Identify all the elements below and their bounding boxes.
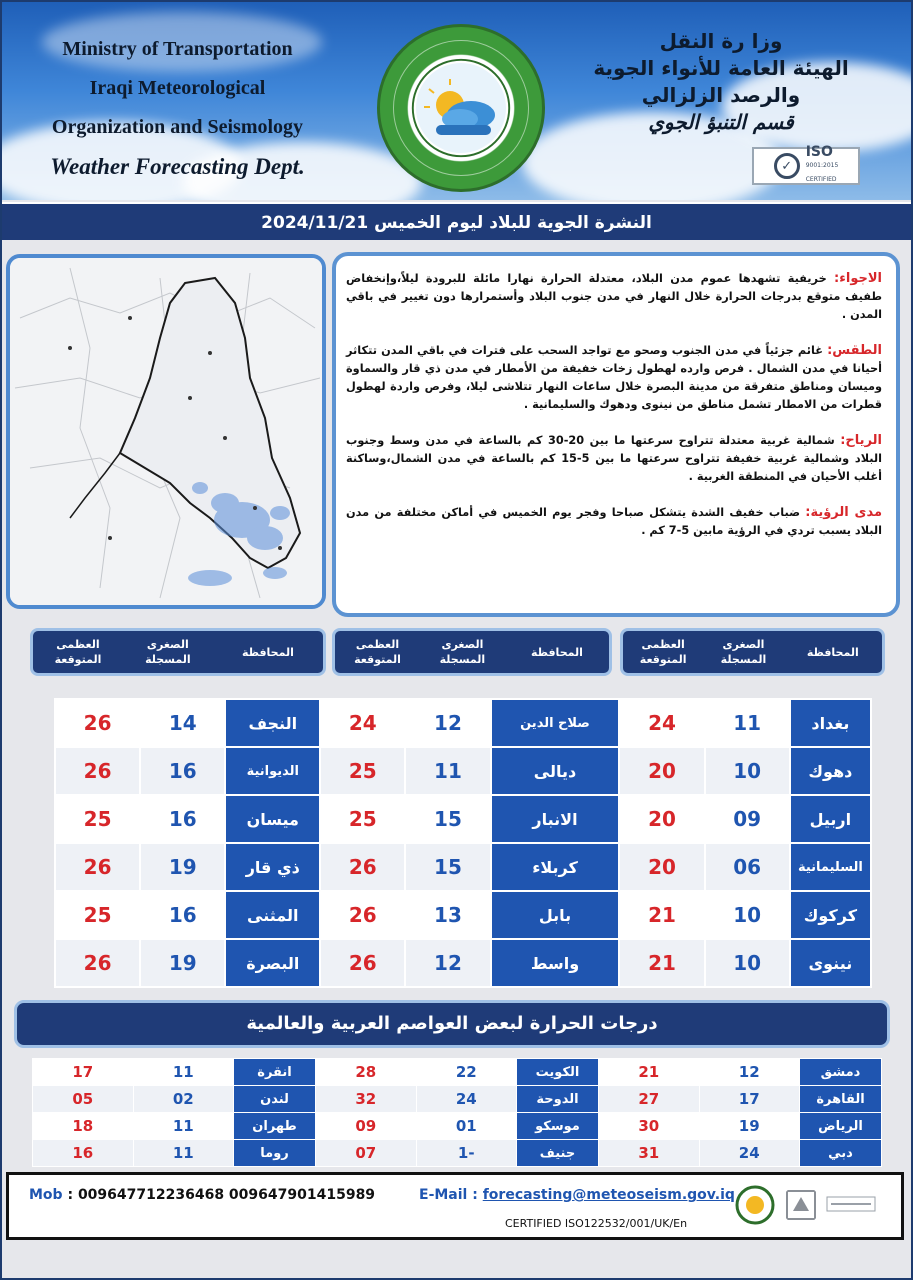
check-icon: ✓ (774, 153, 800, 179)
english-heading (20, 30, 335, 186)
capital-name: طهران (234, 1113, 316, 1140)
arabic-heading (571, 28, 871, 136)
max-temp: 09 (316, 1113, 416, 1140)
forecast-text: شمالية غربية معتدلة تتراوح سرعتها ما بين 20-30 كم بالساعة في مدن وسط وجنوب البلاد وشمالية غربية خفيفة تتراوح سرعتها ما بين 5-15 كم بالساعة في مدن الشمال،وساكنة أغلب الأحيان في المنطقة الغربية . (346, 434, 882, 483)
forecast-visibility (346, 504, 882, 540)
province-name: المثنى (225, 891, 320, 939)
forecast-atmosphere (346, 270, 882, 324)
max-temp: 26 (55, 747, 140, 795)
min-temp: 16 (140, 747, 225, 795)
mob-label: Mob (29, 1187, 63, 1203)
min-temp: 11 (133, 1059, 233, 1086)
capital-name: الرياض (799, 1113, 881, 1140)
org-logo (377, 24, 545, 192)
header-max: العظمى المتوقعة (54, 638, 102, 666)
min-temp: 12 (405, 699, 490, 747)
table-header-group-1 (620, 628, 885, 676)
capital-name: لندن (234, 1086, 316, 1113)
header-province: المحافظة (806, 645, 859, 659)
en-dept: Weather Forecasting Dept. (50, 154, 305, 179)
ar-ministry: وزا رة النقل (659, 29, 783, 53)
header-min: الصغرى المسجلة (439, 638, 486, 666)
province-name: صلاح الدين (491, 699, 620, 747)
province-name: بغداد (790, 699, 871, 747)
max-temp: 21 (599, 1059, 699, 1086)
capitals-table (32, 1058, 882, 1167)
forecast-text: خريفية تشهدها عموم مدن البلاد، معتدلة الحرارة نهارا مائلة للبرودة ليلاً،وإنخفاض طفيف متوقع بدرجات الحرارة خلال النهار في مدن جنوب البلاد وأستمرارها دون تغيير في باقي المدن . (346, 272, 882, 321)
email-link[interactable]: forecasting@meteoseism.gov.iq (482, 1187, 735, 1203)
table-row (55, 939, 871, 987)
min-temp: 01 (416, 1113, 516, 1140)
max-temp: 21 (619, 939, 704, 987)
forecast-weather (346, 342, 882, 414)
min-temp: 19 (140, 939, 225, 987)
capital-name: موسكو (517, 1113, 599, 1140)
min-temp: 16 (140, 795, 225, 843)
ar-dept: قسم التنبؤ الجوي (648, 110, 794, 134)
table-row (33, 1059, 882, 1086)
min-temp: 24 (699, 1140, 799, 1167)
table-row (55, 699, 871, 747)
min-temp: 14 (140, 699, 225, 747)
province-name: الديوانية (225, 747, 320, 795)
header-banner (2, 2, 911, 200)
min-temp: 09 (705, 795, 790, 843)
province-name: اربيل (790, 795, 871, 843)
max-temp: 20 (619, 843, 704, 891)
max-temp: 27 (599, 1086, 699, 1113)
header-min: الصغرى المسجلة (145, 638, 191, 666)
province-name: الانبار (491, 795, 620, 843)
province-name: نينوى (790, 939, 871, 987)
min-temp: 16 (140, 891, 225, 939)
min-temp: 13 (405, 891, 490, 939)
province-name: ديالى (491, 747, 620, 795)
capitals-title: درجات الحرارة لبعض العواصم العربية والعالمية (14, 1000, 890, 1048)
forecast-label: الطقس: (827, 343, 882, 358)
header-max: العظمى المتوقعة (354, 638, 401, 666)
capital-name: انقرة (234, 1059, 316, 1086)
capital-name: دبي (799, 1140, 881, 1167)
min-temp: 11 (405, 747, 490, 795)
province-table (54, 698, 872, 988)
max-temp: 05 (33, 1086, 134, 1113)
footer-logo-1-icon (735, 1185, 775, 1225)
province-name: دهوك (790, 747, 871, 795)
min-temp: 19 (140, 843, 225, 891)
province-name: ميسان (225, 795, 320, 843)
max-temp: 25 (55, 795, 140, 843)
certification-number: CERTIFIED ISO122532/001/UK/En (505, 1217, 688, 1230)
forecast-label: الرياح: (840, 433, 882, 448)
max-temp: 31 (599, 1140, 699, 1167)
min-temp: 15 (405, 843, 490, 891)
min-temp: 15 (405, 795, 490, 843)
capital-name: دمشق (799, 1059, 881, 1086)
province-name: كركوك (790, 891, 871, 939)
max-temp: 16 (33, 1140, 134, 1167)
min-temp: 24 (416, 1086, 516, 1113)
province-name: السليمانية (790, 843, 871, 891)
min-temp: 17 (699, 1086, 799, 1113)
province-name: ذي قار (225, 843, 320, 891)
email-label: E-Mail (419, 1187, 468, 1203)
max-temp: 17 (33, 1059, 134, 1086)
province-name: البصرة (225, 939, 320, 987)
iso-label: ISO 9001:2015 CERTIFIED (805, 144, 839, 183)
max-temp: 20 (619, 795, 704, 843)
province-name: واسط (491, 939, 620, 987)
table-row (55, 747, 871, 795)
min-temp: 06 (705, 843, 790, 891)
max-temp: 26 (320, 843, 405, 891)
ar-org-line1: الهيئة العامة للأنواء الجوية (593, 56, 849, 80)
forecast-text: ضباب خفيف الشدة يتشكل صباحا وفجر يوم الخميس في أماكن مختلفة من مدن البلاد يسبب تردي في الرؤية مابين 5-7 كم . (346, 506, 882, 537)
max-temp: 25 (320, 747, 405, 795)
max-temp: 24 (320, 699, 405, 747)
iso-badge (752, 144, 860, 185)
forecast-text: غائم جزئياً في مدن الجنوب وصحو مع تواجد السحب على فترات في باقي المدن تتكاثر أحيانا في مدن الشمال . فرص وارده لهطول زخات خفيفة من الأمطار في مدن ذي قار والسماوة وميسان ومناطق متفرقة من مدينة البصرة خلال ساعات النهار تتلاشى ليلا، وفرص واردة لهطول قطرات من الامطار تشمل مناطق من نينوى ودهوك والسليمانية . (346, 344, 882, 411)
forecast-label: الاجواء: (834, 271, 883, 286)
forecast-text-box (332, 252, 900, 617)
logo-weather-icon (416, 63, 506, 153)
radar-map (6, 254, 326, 609)
min-temp: 22 (416, 1059, 516, 1086)
max-temp: 26 (320, 891, 405, 939)
max-temp: 26 (55, 939, 140, 987)
min-temp: 11 (133, 1140, 233, 1167)
table-row (33, 1113, 882, 1140)
max-temp: 25 (55, 891, 140, 939)
min-temp: 10 (705, 747, 790, 795)
footer (6, 1172, 904, 1240)
header-province: المحافظة (241, 645, 294, 659)
province-name: كربلاء (491, 843, 620, 891)
max-temp: 26 (55, 843, 140, 891)
header-province: المحافظة (530, 645, 583, 659)
capital-name: الكويت (517, 1059, 599, 1086)
max-temp: 07 (316, 1140, 416, 1167)
capital-name: روما (234, 1140, 316, 1167)
mobile-numbers: Mob : 009647712236468 009647901415989 (29, 1187, 376, 1203)
table-header-group-3 (30, 628, 326, 676)
max-temp: 21 (619, 891, 704, 939)
iraq-map-image (10, 258, 322, 605)
table-header-group-2 (332, 628, 612, 676)
max-temp: 32 (316, 1086, 416, 1113)
max-temp: 18 (33, 1113, 134, 1140)
ar-org-line2: والرصد الزلزالي (641, 83, 801, 107)
min-temp: 02 (133, 1086, 233, 1113)
capital-name: الدوحة (517, 1086, 599, 1113)
max-temp: 28 (316, 1059, 416, 1086)
max-temp: 26 (320, 939, 405, 987)
mob-value: 009647712236468 009647901415989 (77, 1187, 376, 1203)
min-temp: 12 (405, 939, 490, 987)
table-row (33, 1140, 882, 1167)
min-temp: 10 (705, 891, 790, 939)
capital-name: القاهرة (799, 1086, 881, 1113)
footer-logo-2-icon (781, 1185, 821, 1225)
table-row (33, 1086, 882, 1113)
min-temp: 11 (705, 699, 790, 747)
table-row (55, 795, 871, 843)
forecast-winds (346, 432, 882, 486)
en-org-line1: Iraqi Meteorological (89, 77, 266, 99)
en-org-line2: Organization and Seismology (51, 116, 304, 138)
max-temp: 30 (599, 1113, 699, 1140)
max-temp: 24 (619, 699, 704, 747)
table-row (55, 843, 871, 891)
header-max: العظمى المتوقعة (639, 638, 687, 666)
max-temp: 20 (619, 747, 704, 795)
province-name: بابل (491, 891, 620, 939)
header-min: الصغرى المسجلة (720, 638, 767, 666)
forecast-label: مدى الرؤية: (805, 505, 883, 520)
en-ministry: Ministry of Transportation (62, 38, 293, 60)
max-temp: 26 (55, 699, 140, 747)
email-block: E-Mail : forecasting@meteoseism.gov.iq (419, 1187, 735, 1203)
min-temp: 12 (699, 1059, 799, 1086)
province-name: النجف (225, 699, 320, 747)
bulletin-title: النشرة الجوية للبلاد ليوم الخميس 2024/11/21 (2, 202, 911, 240)
footer-logo-3-icon (823, 1185, 879, 1225)
min-temp: -1 (416, 1140, 516, 1167)
min-temp: 11 (133, 1113, 233, 1140)
min-temp: 19 (699, 1113, 799, 1140)
table-row (55, 891, 871, 939)
capital-name: جنيف (517, 1140, 599, 1167)
min-temp: 10 (705, 939, 790, 987)
max-temp: 25 (320, 795, 405, 843)
